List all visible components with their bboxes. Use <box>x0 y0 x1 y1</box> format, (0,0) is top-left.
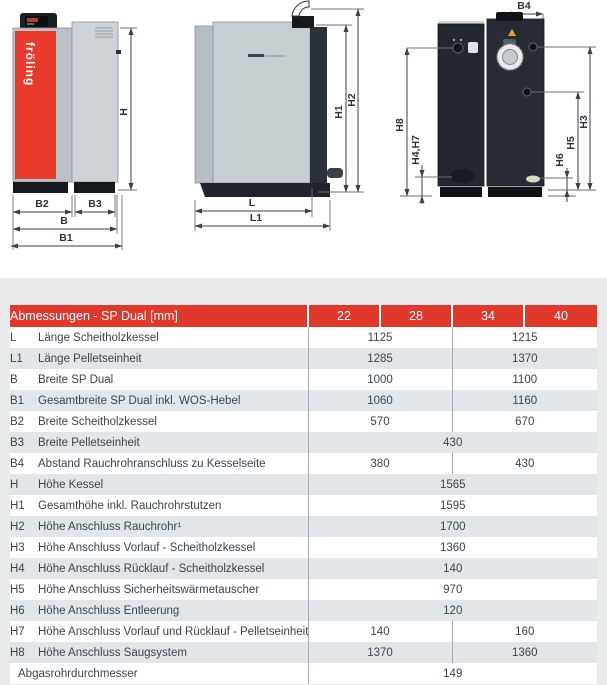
safety-hx-connection <box>523 88 531 96</box>
flue-elbow <box>292 1 309 16</box>
row-label: Länge Scheitholzkessel <box>38 331 159 344</box>
base-left <box>13 182 68 193</box>
row-code: H7 <box>10 625 25 638</box>
row-label: Gesamtbreite SP Dual inkl. WOS-Hebel <box>38 394 241 407</box>
table-row <box>10 621 597 642</box>
dim-label-h8: H8 <box>394 118 406 132</box>
row-label: Abgasrohrdurchmesser <box>18 667 138 680</box>
row-label: Höhe Anschluss Saugsystem <box>38 646 187 659</box>
table-row <box>10 600 597 621</box>
row-label: Breite SP Dual <box>38 373 114 386</box>
table-row <box>10 516 597 537</box>
table-row <box>10 432 597 453</box>
dimensions-table <box>10 305 597 684</box>
dim-label-b1: B1 <box>59 232 73 244</box>
row-value-22-28: 1370 <box>308 642 452 663</box>
pellet-return-connection <box>450 169 474 183</box>
row-label: Höhe Kessel <box>38 478 104 491</box>
table-row <box>10 411 597 432</box>
row-value-22-28: 1125 <box>308 327 452 348</box>
row-value-all: 1360 <box>308 537 597 558</box>
row-label: Breite Scheitholzkessel <box>38 415 157 428</box>
table-row <box>10 642 597 663</box>
row-code: H2 <box>10 520 25 533</box>
dim-label-b2: B2 <box>35 198 49 210</box>
row-value-all: 149 <box>308 663 597 684</box>
dim-label-b4: B4 <box>517 0 531 12</box>
row-value-34-40: 160 <box>452 621 597 642</box>
table-row <box>10 474 597 495</box>
drain-connection <box>526 176 540 183</box>
rear-view <box>394 0 596 204</box>
row-value-22-28: 1000 <box>308 369 452 390</box>
row-value-22-28: 570 <box>308 411 452 432</box>
row-code: H8 <box>10 646 25 659</box>
side-base <box>200 183 330 197</box>
row-code: L <box>10 331 17 344</box>
flow-connection <box>529 43 537 51</box>
front-view <box>11 13 137 250</box>
rear-base-right <box>488 187 542 197</box>
row-code: B4 <box>10 457 25 470</box>
table-title: Abmessungen - SP Dual [mm] <box>10 305 308 327</box>
row-value-all: 1565 <box>308 474 597 495</box>
side-handle <box>116 50 121 54</box>
row-value-all: 120 <box>308 600 597 621</box>
row-label: Höhe Anschluss Entleerung <box>38 604 180 617</box>
row-value-34-40: 430 <box>452 453 597 474</box>
table-header-row <box>10 305 597 327</box>
row-code: L1 <box>10 352 23 365</box>
table-row <box>10 390 597 411</box>
column-header-22: 22 <box>308 305 380 327</box>
rear-base-left <box>440 187 482 197</box>
dim-label-h5: H5 <box>565 136 577 150</box>
row-label: Höhe Anschluss Sicherheitswärmetauscher <box>38 583 260 596</box>
row-label: Abstand Rauchrohranschluss zu Kesselseite <box>38 457 266 470</box>
row-value-34-40: 1100 <box>452 369 597 390</box>
row-code: B <box>10 373 18 386</box>
logo-plate <box>468 42 478 53</box>
row-value-22-28: 1060 <box>308 390 452 411</box>
row-label: Höhe Anschluss Vorlauf und Rücklauf - Pelletseinheit <box>38 625 308 638</box>
row-code: H4 <box>10 562 25 575</box>
dim-label-h3: H3 <box>578 115 590 129</box>
table-row <box>10 663 597 684</box>
row-value-22-28: 1285 <box>308 348 452 369</box>
row-code: H5 <box>10 583 25 596</box>
side-rear-panel <box>310 27 327 183</box>
row-value-22-28: 380 <box>308 453 452 474</box>
dim-label-l: L <box>248 197 256 209</box>
row-label: Höhe Anschluss Vorlauf - Scheitholzkessel <box>38 541 256 554</box>
dim-label-h6: H6 <box>554 153 566 167</box>
row-code: H3 <box>10 541 25 554</box>
table-row <box>10 558 597 579</box>
table-row <box>10 327 597 348</box>
table-row <box>10 537 597 558</box>
table-row <box>10 579 597 600</box>
row-code: H6 <box>10 604 25 617</box>
row-code: H1 <box>10 499 25 512</box>
row-value-all: 1595 <box>308 495 597 516</box>
dim-label-b: B <box>60 215 68 227</box>
row-value-34-40: 1215 <box>452 327 597 348</box>
side-panel <box>213 22 310 183</box>
row-value-all: 430 <box>308 432 597 453</box>
row-code: B1 <box>10 394 25 407</box>
dim-label-h: H <box>118 108 130 116</box>
row-label: Höhe Anschluss Rücklauf - Scheitholzkessel <box>38 562 265 575</box>
dim-label-b3: B3 <box>88 198 102 210</box>
row-value-all: 140 <box>308 558 597 579</box>
row-label: Höhe Anschluss Rauchrohr¹ <box>38 520 182 533</box>
row-label: Länge Pelletseinheit <box>38 352 142 365</box>
rear-pipe-connection <box>327 168 343 178</box>
side-front-edge <box>195 26 213 183</box>
row-value-34-40: 670 <box>452 411 597 432</box>
row-value-34-40: 1360 <box>452 642 597 663</box>
row-label: Breite Pelletseinheit <box>38 436 140 449</box>
suction-port <box>453 43 463 53</box>
row-value-all: 970 <box>308 579 597 600</box>
pellet-unit-front <box>72 22 118 182</box>
flue-stub <box>292 16 314 28</box>
boiler-dimension-diagram <box>0 0 607 278</box>
dim-label-l1: L1 <box>249 212 263 224</box>
column-header-28: 28 <box>380 305 452 327</box>
table-row <box>10 495 597 516</box>
dim-label-h4h7: H4,H7 <box>410 135 422 165</box>
table-row <box>10 369 597 390</box>
row-code: B2 <box>10 415 25 428</box>
column-header-34: 34 <box>452 305 524 327</box>
door-handle <box>248 54 264 57</box>
row-code: B3 <box>10 436 25 449</box>
row-value-all: 1700 <box>308 516 597 537</box>
base-right <box>74 182 115 193</box>
froeling-logo: fröling <box>23 42 37 87</box>
flue-collar <box>496 12 523 21</box>
side-view <box>195 1 364 231</box>
dim-label-h2: H2 <box>346 93 358 107</box>
column-header-40: 40 <box>524 305 597 327</box>
row-value-22-28: 140 <box>308 621 452 642</box>
row-label: Gesamthöhe inkl. Rauchrohrstutzen <box>38 499 222 512</box>
dim-label-h1: H1 <box>333 105 345 119</box>
row-value-34-40: 1370 <box>452 348 597 369</box>
row-value-34-40: 1160 <box>452 390 597 411</box>
table-row <box>10 348 597 369</box>
row-code: H <box>10 478 19 491</box>
table-row <box>10 453 597 474</box>
